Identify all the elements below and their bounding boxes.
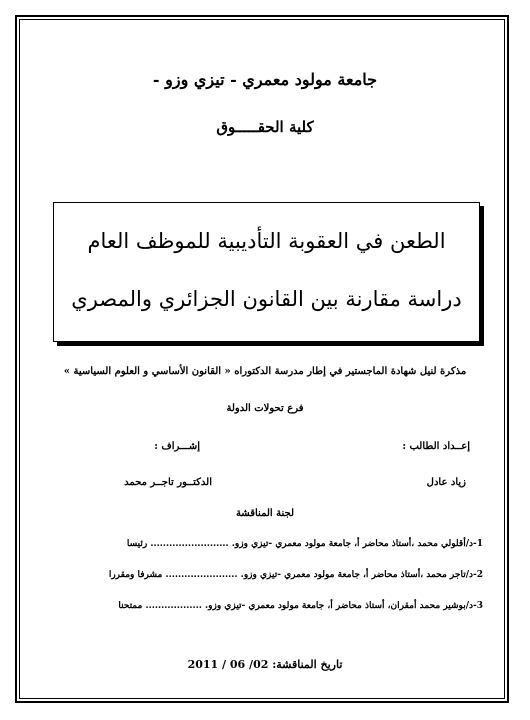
supervisor-label: إشـــراف : (154, 441, 200, 452)
branch-name: فرع تحولات الدولة (226, 403, 304, 414)
committee-title: لجنة المناقشة (235, 508, 295, 519)
committee-member: 2-د/تاجر محمد ،أستاذ محاضر أ، جامعة مولود معمري -تيزي وزو. ....................... مشرفا ومقررا (108, 570, 483, 580)
faculty-name: كلية الحقـــــوق (216, 118, 314, 136)
thesis-subtitle: دراسة مقارنة بين القانون الجزائري والمصري (71, 287, 462, 311)
supervisor-name: الدكتــور تاجــر محمد (124, 477, 212, 488)
committee-member: 1-د/أقلولي محمد ،أستاذ محاضر أ، جامعة مولود معمري -تيزي وزو. ......................... رئيسا (126, 539, 483, 549)
student-name: زياد عادل (426, 477, 466, 488)
student-label: إعــداد الطالب : (402, 441, 470, 452)
committee-member: 3-د/بوشير محمد أمقران، أستاذ محاضر أ، جامعة مولود معمري -تيزي وزو. .................. ممتحنا (118, 601, 483, 611)
defense-date: تاريخ المناقشة: 02/ 06 / 2011 (187, 658, 343, 671)
thesis-note: مذكرة لنيل شهادة الماجستير في إطار مدرسة الدكتوراه « القانون الأساسي و العلوم السياسية » (63, 366, 467, 377)
thesis-title: الطعن في العقوبة التأديبية للموظف العام (87, 229, 446, 253)
university-name: جامعة مولود معمري - تيزي وزو - (152, 70, 378, 89)
title-box (53, 202, 480, 342)
